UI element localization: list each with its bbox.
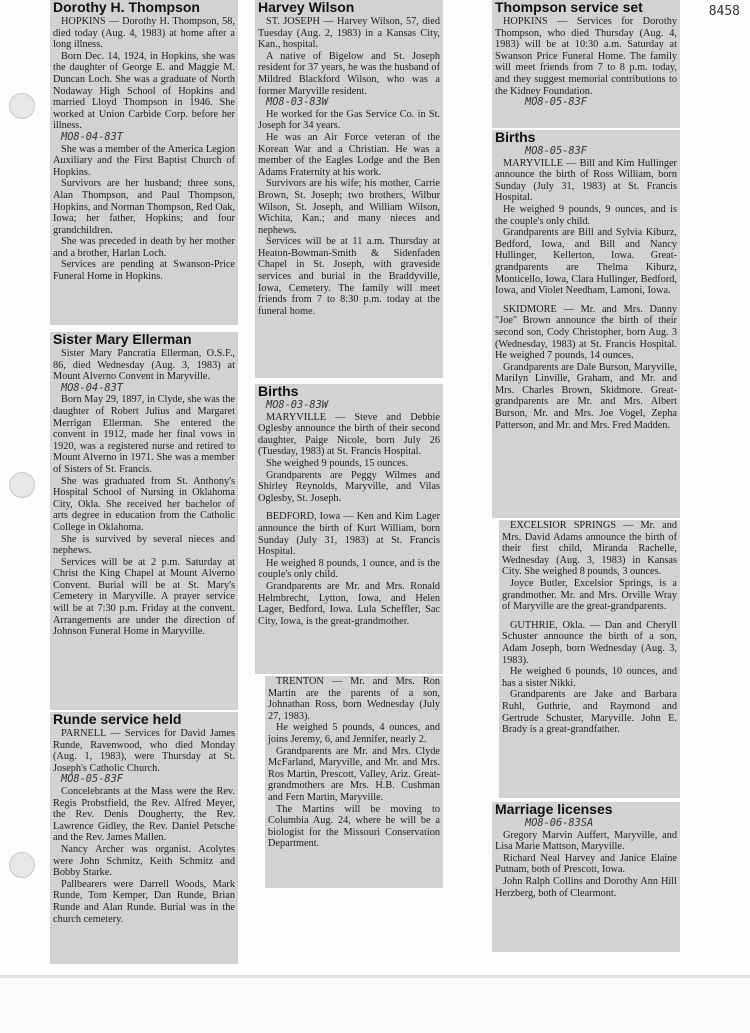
paragraph: MARYVILLE — Steve and Debbie Oglesby announce the birth of their second daughter, Paige Nicole, born July 26 (Tuesday, 1983) at St. Francis Hospital. xyxy=(258,411,440,458)
clipping-births-second xyxy=(492,130,680,518)
paragraph: The Martins will be moving to Columbia Aug. 24, where he will be a biologist for the Missouri Conservation Department. xyxy=(268,803,440,850)
clipping-title: Runde service held xyxy=(53,712,182,727)
paragraph: She was preceded in death by her mother and a brother, Harlan Loch. xyxy=(53,236,235,259)
paragraph: Richard Neal Harvey and Janice Elaine Putnam, both of Prescott, Iowa. xyxy=(495,852,677,876)
paragraph: Gregory Marvin Auffert, Maryville, and Lisa Marie Mattson, Maryville. xyxy=(495,829,677,853)
clipping-thompson-service xyxy=(492,0,680,128)
paragraph: PARNELL — Services for David James Runde, Ravenwood, who died Monday (Aug. 1, 1983), were Thursday at St. Joseph's Catholic Church. xyxy=(53,728,235,774)
paragraph: Survivors are her husband; three sons, Alan Thompson, and Paul Thompson, Hopkins, and Norman Thompson, Red Oak, Iowa; her father, Hopkins; and four grandchildren. xyxy=(53,178,235,236)
clipping-excelsior-guthrie-births xyxy=(499,520,680,798)
paragraph: Grandparents are Mr. and Mrs. Ronald Helmbrecht, Lytton, Iowa, and Helen Lager, Bedford, Iowa. Lula Scheffler, Sac City, Iowa, is the great-grandmother. xyxy=(258,580,440,627)
paragraph: He weighed 5 pounds, 4 ounces, and joins Jeremy, 6, and Jennifer, nearly 2. xyxy=(268,722,440,745)
paragraph: SKIDMORE — Mr. and Mrs. Danny "Joe" Brown announce the birth of their second son, Cody Christopher, born Aug. 3 (Wednesday, 1983) at St. Francis Hospital. He weighed 7 pounds, 14 ounces. xyxy=(495,303,677,362)
paragraph: Services will be at 11 a.m. Thursday at Heaton-Bowman-Smith & Sidenfaden Chapel in St. Joseph, with graveside services and burial in the Braddyville, Iowa, Cemetery. The family will meet friends from 7 to 8:30 p.m. today at the funeral home. xyxy=(258,236,440,317)
clipping-runde-service xyxy=(50,712,238,964)
binder-hole xyxy=(9,852,35,878)
clipping-ellerman-obituary xyxy=(50,332,238,710)
paragraph: HOPKINS — Services for Dorothy Thompson, who died Thursday (Aug. 4, 1983) will be at 10:30 a.m. Saturday at Swanson Price Funeral Home. The family will meet friends from 7 to 8 p.m. today, and they suggest memorial contributions to the Kidney Foundation. xyxy=(495,16,677,97)
paragraph: MARYVILLE — Bill and Kim Hullinger announce the birth of Ross William, born Sunday (July 31, 1983) at St. Francis Hospital. xyxy=(495,157,677,204)
clipping-title: Harvey Wilson xyxy=(258,0,355,15)
clipping-thompson-obituary xyxy=(50,0,238,325)
paragraph: Born May 29, 1897, in Clyde, she was the daughter of Robert Julius and Margaret Merrigan Ellerman. She entered the convent in 1912, made her final vows in 1920, was a registered nurse and retired to Mount Alverno in 1971. She was a member of Sisters of St. Francis. xyxy=(53,394,235,475)
clipping-wilson-obituary xyxy=(255,0,443,378)
paragraph: GUTHRIE, Okla. — Dan and Cheryll Schuster announce the birth of a son, Adam Joseph, born Wednesday (Aug. 3, 1983). xyxy=(502,619,677,666)
paragraph: Nancy Archer was organist. Acolytes were John Schmitz, Keith Schmitz and Bobby Starke. xyxy=(53,843,235,879)
page-number: 8458 xyxy=(708,4,740,19)
handwritten-note: MO8-03-83W xyxy=(266,399,328,411)
paragraph: He was an Air Force veteran of the Korean War and a Christian. He was a member of the Eagles Lodge and the Ben Adams Fraternity at his work. xyxy=(258,131,440,178)
handwritten-note: MO8-05-83F xyxy=(61,773,123,786)
paragraph: Concelebrants at the Mass were the Rev. Regis Probstfield, the Rev. Alfred Meyer, the Rev. Denis Dougherty, the Rev. Lawrence Gidley, the Rev. Daniel Petsche and the Rev. James Mallen. xyxy=(53,785,235,844)
paragraph: Born Dec. 14, 1924, in Hopkins, she was the daughter of George E. and Maggie M. Duncan Loch. She was a graduate of North Nodaway High School of Hopkins and married Lloyd Thompson in 1946. She worked at Union Carbide Corp. before her illness. xyxy=(53,50,235,132)
handwritten-note: MO8-04-83T xyxy=(61,381,123,394)
handwritten-note: MO8-06-83SA xyxy=(525,817,594,829)
clipping-marriage-licenses xyxy=(492,802,680,952)
paragraph: John Ralph Collins and Dorothy Ann Hill Herzberg, both of Clearmont. xyxy=(495,875,677,899)
clipping-title: Births xyxy=(495,130,536,145)
handwritten-note: MO8-05-83F xyxy=(525,96,587,109)
paragraph: Survivors are his wife; his mother, Carrie Brown, St. Joseph; two brothers, Wilbur Wilson, St. Joseph, and William Wilson, Wichita, Kan.; and many nieces and nephews. xyxy=(258,178,440,236)
paragraph: He weighed 9 pounds, 9 ounces, and is the couple's only child. xyxy=(495,203,677,227)
binder-hole xyxy=(9,93,35,119)
paragraph: Joyce Butler, Excelsior Springs, is a grandmother. Mr. and Mrs. Orville Wray of Maryville are the great-grandparents. xyxy=(502,577,677,613)
paragraph: She weighed 9 pounds, 15 ounces. xyxy=(266,457,409,469)
spacer xyxy=(495,297,677,304)
paragraph: Sister Mary Pancratia Ellerman, O.S.F., 86, died Wednesday (Aug. 3, 1983) at Mount Alverno Convent in Maryville. xyxy=(53,348,235,383)
paragraph: EXCELSIOR SPRINGS — Mr. and Mrs. David Adams announce the birth of their first child, Miranda Rachelle, Wednesday (Aug. 3, 1983) in Kansas City. She weighed 8 pounds, 3 ounces. xyxy=(502,520,677,578)
paragraph: Grandparents are Jake and Barbara Ruhl, Guthrie, and Raymond and Gertrude Schuster, Maryville. John E. Brady is a great-grandfather. xyxy=(502,689,677,736)
paragraph: TRENTON — Mr. and Mrs. Ron Martin are the parents of a son, Johnathan Ross, born Wednesday (July 27, 1983). xyxy=(268,676,440,722)
paragraph: She is survived by several nieces and nephews. xyxy=(53,533,235,557)
paragraph: He weighed 8 pounds, 1 ounce, and is the couple's only child. xyxy=(258,557,440,581)
clipping-title: Dorothy H. Thompson xyxy=(53,0,200,15)
clipping-title: Births xyxy=(258,384,299,399)
paragraph: ST. JOSEPH — Harvey Wilson, 57, died Tuesday (Aug. 2, 1983) in a Kansas City, Kan., hospital. xyxy=(258,16,440,51)
handwritten-note: MO8-03-83W xyxy=(266,96,328,109)
paragraph: He worked for the Gas Service Co. in St. Joseph for 34 years. xyxy=(258,108,440,132)
paragraph: HOPKINS — Dorothy H. Thompson, 58, died today (Aug. 4, 1983) at home after a long illness. xyxy=(53,16,235,51)
paragraph: She was a member of the America Legion Auxiliary and the First Baptist Church of Hopkins. xyxy=(53,143,235,178)
paragraph: Grandparents are Dale Burson, Maryville, Marilyn Linville, Graham, and Mr. and Mrs. Charles Brown, Skidmore. Great-grandparents are Mr. and Mrs. Albert Burson, Mr. and Mrs. Joe Vogel, Zepha Patterson, and Mr. and Mrs. Fred Madden. xyxy=(495,361,677,431)
paragraph: Grandparents are Bill and Sylvia Kiburz, Bedford, Iowa, and Bill and Nancy Hullinger, Kellerton, Iowa. Great-grandparents are Thelma Kiburz, Monticello, Iowa, Clara Hullinger, Bedford, Iowa, and Violet Needham, Lamoni, Iowa. xyxy=(495,227,677,297)
paragraph: BEDFORD, Iowa — Ken and Kim Lager announce the birth of Kurt William, born Sunday (July 31, 1983) at St. Francis Hospital. xyxy=(258,511,440,558)
paragraph: He weighed 6 pounds, 10 ounces, and has a sister Nikki. xyxy=(502,666,677,689)
binder-hole xyxy=(9,472,35,498)
paragraph: Grandparents are Mr. and Mrs. Clyde McFarland, Maryville, and Mr. and Mrs. Ros Martin, Prescott, Valley, Ariz. Great-grandmothers are Mrs. H.B. Cushman and Fern Martin, Maryville. xyxy=(268,745,440,803)
clipping-title: Marriage licenses xyxy=(495,802,613,817)
clipping-births-first xyxy=(255,384,443,674)
paragraph: A native of Bigelow and St. Joseph resident for 37 years, he was the husband of Mildred Blackford Wilson, who was a former Maryville resident. xyxy=(258,50,440,97)
clipping-trenton-birth xyxy=(265,676,443,888)
spacer xyxy=(502,613,677,620)
spacer xyxy=(258,504,440,511)
paragraph: Grandparents are Peggy Wilmes and Shirley Reynolds, Maryville, and Vilas Oglesby, St. Joseph. xyxy=(258,469,440,504)
paragraph: Services are pending at Swanson-Price Funeral Home in Hopkins. xyxy=(53,259,235,283)
paragraph: Services will be at 2 p.m. Saturday at Christ the King Chapel at Mount Alverno Convent. Burial will be at St. Mary's Cemetery in Maryville. A prayer service will be at 7:30 p.m. Friday at the convent. Arrangements are under the direction of Johnson Funeral Home in Maryville. xyxy=(53,556,235,638)
handwritten-note: MO8-04-83T xyxy=(61,130,123,143)
paragraph: Pallbearers were Darrell Woods, Mark Runde, Tom Kemper, Dan Runde, Brian Runde and Alan Runde. Burial was in the church cemetery. xyxy=(53,878,235,925)
paragraph: She was graduated from St. Anthony's Hospital School of Nursing in Oklahoma City, Okla. She received her bachelor of arts degree in education from the Catholic College in Oklahoma. xyxy=(53,475,235,533)
clipping-title: Thompson service set xyxy=(495,0,643,15)
handwritten-note: MO8-05-83F xyxy=(525,145,587,157)
clipping-title: Sister Mary Ellerman xyxy=(53,332,192,347)
